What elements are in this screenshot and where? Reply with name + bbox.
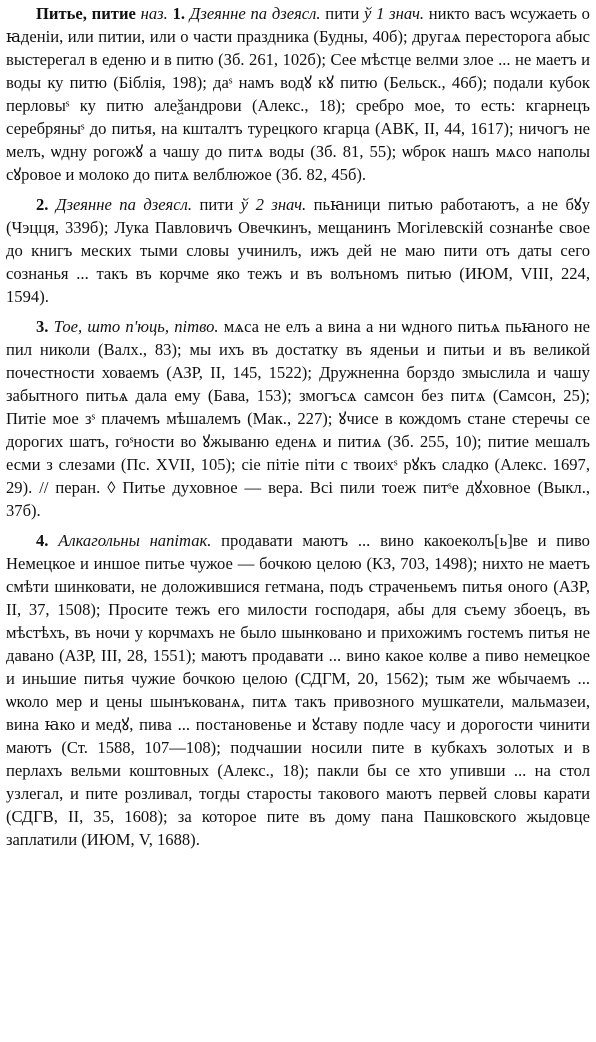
citations: мѧса не елъ а вина а ни ѡдного питьѧ пьꙗного не пил николи (Валх., 83); мы ихъ въ достатку въ яденьи и питьи и въ великой почестности ховаемъ (АЗР, II, 145, 1522); Дружненна борздо змыслила и чашу забытного питьѧ дала ему (Бава, 153); змогъсѧ самсон без питѧ (Самсон, 25); Питіе мое зˢ плачемъ мѣшалемъ (Мак., 227); ꙋчисе в кождомъ стане стеречы се дорогих шатъ, гоˢности во ꙋжываню еденѧ и питиѧ (Зб. 255, 10); питие мешалъ есми з слезами (Пс. XVII, 105); сіе пітіе піти с твоихˢ рꙋкъ сладко (Алекс. 1697, 29). // перан. ◊ Питье духовное — вера. Всі пили тоеж питˢе дꙋховное (Выкл., 37б). bbox=[6, 317, 590, 520]
sense-number: 3. bbox=[36, 317, 49, 336]
citations: никто васъ ѡсужаеть о ꙗденіи, или питии, или о части праздника (Будны, 40б); другаѧ пересторога абыс выстерегал в еденю и в питю (Зб. 261, 102б); Сее мѣстце велми злое ... не маетъ и воды ку питю (Біблія, 198); даˢ намъ водꙋ кꙋ питю (Бельск., 46б); подали кубок перловыˢ ку питю алеѯандрови (Алекс., 18); сребро мое, то есть: кгарнецъ серебряныˢ до питья, на кшталтъ турецкого кгарца (АВК, II, 44, 1617); ничогъ не мелъ, ѡдну рогожꙋ а чашу до питѧ воды (Зб. 81, 55); ѡброк нашъ мѧсо наполы сꙋровое и молоко до питѧ велблюжое (Зб. 82, 45б). bbox=[6, 4, 590, 184]
sense-number: 2. bbox=[36, 195, 49, 214]
sense-reference: ў 2 знач. bbox=[240, 195, 307, 214]
sense-definition: Дзеянне па дзеясл. bbox=[189, 4, 321, 23]
sense-definition: Алкагольны напітак. bbox=[58, 531, 212, 550]
entry-sense-2: 2. Дзеянне па дзеясл. пити ў 2 знач. пьꙗници питью работаютъ, а не бꙋу (Чэцця, 339б); Лука Павловичъ Овечкинъ, мещанинъ Могілевскій сознанѣе свое до книгъ меских тыми словы учинилъ, ижъ дей не маю пити отъ даты сего сознанья ... такъ въ корчме яко тежъ и въ волъномъ питью (ИЮМ, VIII, 224, 1594). bbox=[6, 195, 591, 306]
sense-definition: Дзеянне па дзеясл. bbox=[55, 195, 193, 214]
sense-definition: Тое, што п'юць, пітво. bbox=[53, 317, 219, 336]
entry-sense-3 bbox=[6, 315, 590, 522]
citations: пьꙗници питью работаютъ, а не бꙋу (Чэцця, 339б); Лука Павловичъ Овечкинъ, мещанинъ Могілевскій сознанѣе свое до книгъ меских тыми словы учинилъ, ижъ дей не маю пити отъ даты сего сознанья ... такъ въ корчме яко тежъ и въ волъномъ питью (ИЮМ, VIII, 224, 1594). bbox=[6, 195, 591, 306]
sense-number: 4. bbox=[36, 531, 49, 550]
entry-sense-4 bbox=[6, 529, 590, 851]
sense-number: 1. bbox=[172, 4, 186, 23]
citations: продавати маютъ ... вино какоеколъ[ь]ве и пиво Немецкое и иншое питье чужое — бочкою целою (КЗ, 703, 1498); нихто не маетъ смѣти шинковати, не доложившися гетмана, подъ страченьемъ питья оного (АЗР, II, 37, 1508); Просите тежъ его милости господаря, абы для съему збоецъ, въ мѣстѣхъ, въ ночи у корчмахъ не было шынковано и прихожимъ гостемъ питья не давано (АЗР, III, 28, 1551); маютъ продавати ... вино какое колве а пиво немецкое и иньшие питья чужие бочкою целою (СДГМ, 20, 1562); тым же ѡбычаемъ ... ѡколо мер и цены шынъкованѧ, питѧ такъ привозного мушкатели, мальмазеи, вина ꙗко и медꙋ, пива ... постановенье и ꙋставу подле часу и дорогости чинити маютъ (Ст. 1588, 107—108); подчашии носили пите в кубкахъ золотых и в перлахъ вельми коштовных (Алекс., 18); пакли бы се хто упивши ... на стол узлегал, и пите розливал, тогды старосты такового маютъ первей словы карати (СДГВ, II, 35, 1608); за которое пите въ дому пана Пашковского жыдовце заплатили (ИЮМ, V, 1688). bbox=[6, 531, 590, 849]
sense-reference: ў 1 знач. bbox=[363, 4, 425, 23]
entry-sense-1: Питье, питие наз. 1. Дзеянне па дзеясл. пити ў 1 знач. никто васъ ѡсужаеть о ꙗденіи, или питии, или о части праздника (Будны, 40б); другаѧ пересторога абыс выстерегал в еденю и в питю (Зб. 261, 102б); Сее мѣстце велми злое ... не маетъ и воды ку питю (Біблія, 198); даˢ намъ водꙋ кꙋ питю (Бельск., 46б); подали кубок перловыˢ ку питю алеѯандрови (Алекс., 18); сребро мое, то есть: кгарнецъ серебряныˢ до питья, на кшталтъ турецкого кгарца (АВК, II, 44, 1617); ничогъ не мелъ, ѡдну рогожꙋ а чашу до питѧ воды (Зб. 81, 55); ѡброк нашъ мѧсо наполы сꙋровое и молоко до питѧ велблюжое (Зб. 82, 45б). bbox=[6, 4, 590, 184]
headword: Питье, питие bbox=[36, 4, 136, 23]
part-of-speech: наз. bbox=[140, 4, 168, 23]
